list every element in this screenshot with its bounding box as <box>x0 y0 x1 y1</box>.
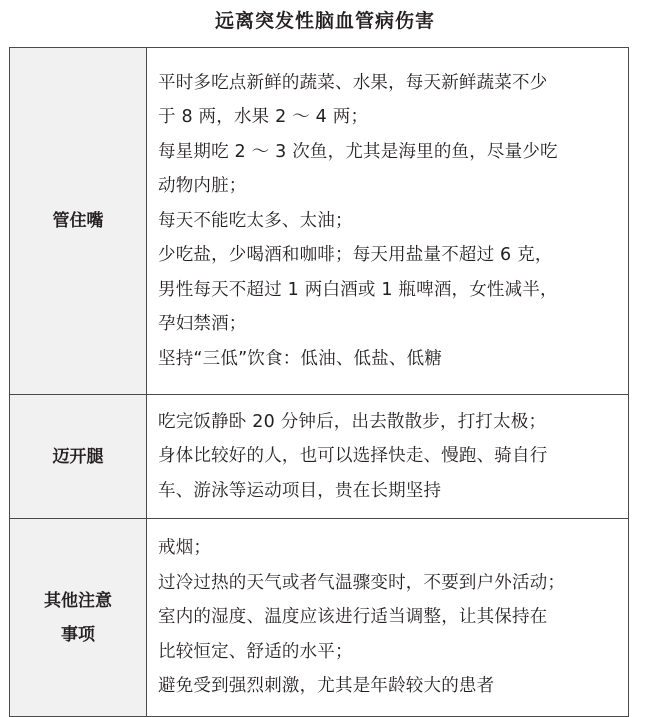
content-line: 车、游泳等运动项目，贵在长期坚持 <box>158 480 442 501</box>
content-line: 比较恒定、舒适的水平； <box>158 641 353 662</box>
row-label-exercise: 迈开腿 <box>10 395 147 519</box>
table-row <box>10 48 629 395</box>
content-line: 避免受到强烈刺激，尤其是年龄较大的患者 <box>158 676 495 697</box>
row-label-other-line2: 事项 <box>61 624 95 645</box>
content-line: 吃完饭静卧 20 分钟后，出去散散步，打打太极； <box>158 411 547 432</box>
content-line: 动物内脏； <box>158 176 247 197</box>
row-content-other <box>147 519 629 717</box>
content-line: 坚持“三低”饮食：低油、低盐、低糖 <box>158 348 443 369</box>
page-title: 远离突发性脑血管病伤害 <box>214 10 435 32</box>
table-row <box>10 395 629 519</box>
content-line: 戒烟； <box>158 538 212 559</box>
row-label-diet: 管住嘴 <box>10 48 147 395</box>
content-line: 平时多吃点新鲜的蔬菜、水果，每天新鲜蔬菜不少 <box>158 72 548 93</box>
row-content-diet <box>147 48 629 395</box>
content-line: 身体比较好的人，也可以选择快走、慢跑、骑自行 <box>158 446 548 467</box>
content-line: 过冷过热的天气或者气温骤变时，不要到户外活动； <box>158 572 566 593</box>
content-line: 于 8 两，水果 2 ～ 4 两； <box>158 107 369 128</box>
table-row <box>10 519 629 717</box>
row-content-exercise <box>147 395 629 519</box>
content-line: 每天不能吃太多、太油； <box>158 210 353 231</box>
content-line: 男性每天不超过 1 两白酒或 1 瓶啤酒，女性减半， <box>158 279 558 300</box>
row-label-other <box>10 519 147 717</box>
info-table <box>9 47 629 717</box>
content-line: 每星期吃 2 ～ 3 次鱼，尤其是海里的鱼，尽量少吃 <box>158 141 558 162</box>
content-line: 室内的湿度、温度应该进行适当调整，让其保持在 <box>158 607 548 628</box>
content-line: 少吃盐，少喝酒和咖啡；每天用盐量不超过 6 克， <box>158 245 553 266</box>
content-line: 孕妇禁酒； <box>158 314 247 335</box>
row-label-other-line1: 其他注意 <box>44 590 112 611</box>
